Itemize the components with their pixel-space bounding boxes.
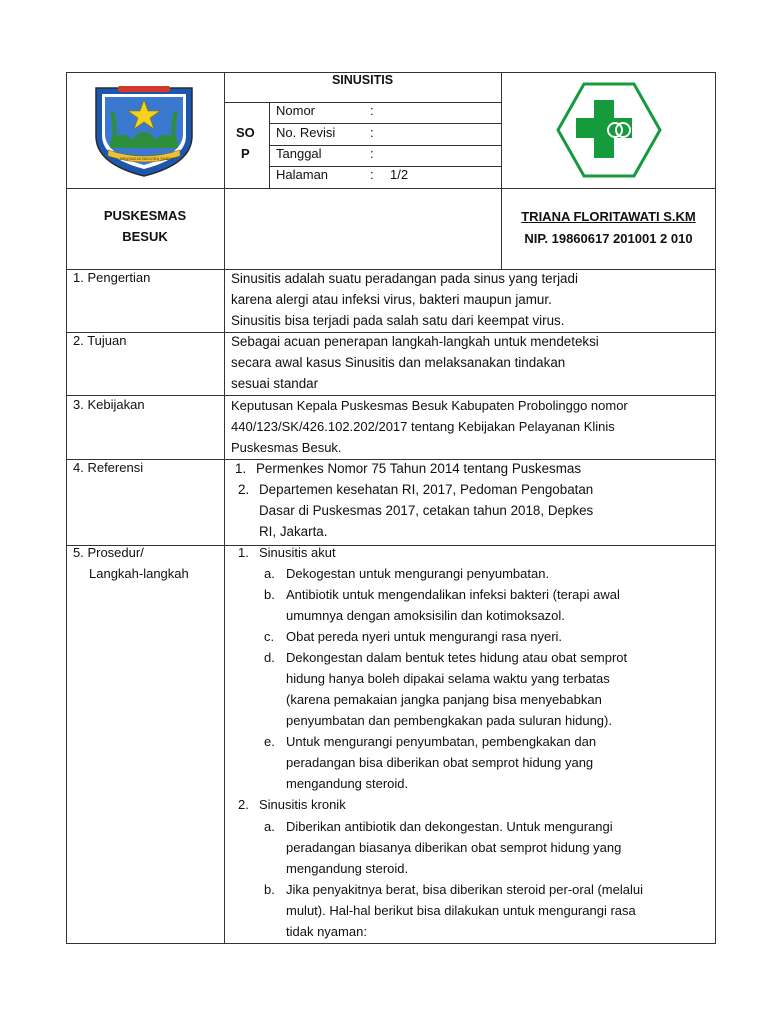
- prosedur-item-line: (karena pemakaian jangka panjang bisa menyebabkan: [286, 692, 602, 707]
- section-label-pengertian: 1. Pengertian: [73, 270, 151, 285]
- prosedur-item-letter: b.: [264, 882, 275, 897]
- prosedur-item-line: peradangan bisa diberikan obat semprot hidung yang: [286, 755, 594, 770]
- row-divider: [66, 545, 716, 546]
- title-divider: [224, 102, 501, 103]
- section-label-prosedur: 5. Prosedur/: [73, 545, 144, 560]
- pengertian-line: karena alergi atau infeksi virus, bakteri maupun jamur.: [231, 292, 552, 307]
- meta-label-tanggal: Tanggal: [276, 146, 322, 161]
- kebijakan-line: 440/123/SK/426.102.202/2017 tentang Kebijakan Pelayanan Klinis: [231, 419, 615, 434]
- prosedur-group-title: Sinusitis kronik: [259, 797, 346, 812]
- referensi-item: Permenkes Nomor 75 Tahun 2014 tentang Puskesmas: [256, 461, 582, 476]
- section-label-referensi: 4. Referensi: [73, 460, 144, 475]
- meta-colon: :: [370, 125, 374, 140]
- kebijakan-line: Puskesmas Besuk.: [231, 440, 342, 455]
- prosedur-item-line: Untuk mengurangi penyumbatan, pembengkakan dan: [286, 734, 597, 749]
- referensi-number: 1.: [235, 461, 247, 476]
- regency-emblem-icon: [92, 84, 196, 178]
- pengertian-line: Sinusitis bisa terjadi pada salah satu dari keempat virus.: [231, 313, 565, 328]
- prosedur-item-letter: a.: [264, 566, 275, 581]
- section-label-prosedur-2: Langkah-langkah: [89, 566, 189, 581]
- prosedur-item-line: mengandung steroid.: [286, 776, 409, 791]
- referensi-item: RI, Jakarta.: [259, 524, 328, 539]
- meta-label-halaman: Halaman: [276, 167, 329, 182]
- section-label-kebijakan: 3. Kebijakan: [73, 397, 145, 412]
- prosedur-item-letter: e.: [264, 734, 275, 749]
- meta-colon: :: [370, 103, 374, 118]
- org-name-line2: BESUK: [122, 229, 168, 244]
- column-divider: [224, 72, 225, 944]
- prosedur-group-title: Sinusitis akut: [259, 545, 336, 560]
- prosedur-item-line: mulut). Hal-hal berikut bisa dilakukan untuk mengurangi rasa: [286, 903, 636, 918]
- prosedur-item-letter: c.: [264, 629, 275, 644]
- prosedur-group-number: 1.: [238, 545, 249, 560]
- prosedur-item-letter: d.: [264, 650, 275, 665]
- prosedur-item-line: hidung hanya boleh dipakai selama waktu yang terbatas: [286, 671, 610, 686]
- meta-colon: :: [370, 167, 374, 182]
- meta-value-halaman: 1/2: [390, 167, 409, 182]
- sop-label-line1: SO: [236, 125, 255, 140]
- document-title: SINUSITIS: [331, 73, 394, 87]
- puskesmas-logo-icon: [556, 82, 662, 178]
- section-label-tujuan: 2. Tujuan: [73, 333, 127, 348]
- tujuan-line: sesuai standar: [231, 376, 319, 391]
- tujuan-line: Sebagai acuan penerapan langkah-langkah untuk mendeteksi: [231, 334, 599, 349]
- meta-label-revisi: No. Revisi: [276, 125, 336, 140]
- prosedur-item-line: tidak nyaman:: [286, 924, 367, 939]
- org-name-line1: PUSKESMAS: [103, 208, 187, 223]
- prosedur-item-line: peradangan biasanya diberikan obat semprot hidung yang: [286, 840, 622, 855]
- pengertian-line: Sinusitis adalah suatu peradangan pada sinus yang terjadi: [231, 271, 578, 286]
- meta-label-nomor: Nomor: [276, 103, 316, 118]
- prosedur-item-line: Obat pereda nyeri untuk mengurangi rasa nyeri.: [286, 629, 563, 644]
- prosedur-item-line: Diberikan antibiotik dan dekongestan. Untuk mengurangi: [286, 819, 613, 834]
- prosedur-item-line: Antibiotik untuk mengendalikan infeksi bakteri (terapi awal: [286, 587, 620, 602]
- tujuan-line: secara awal kasus Sinusitis dan melaksanakan tindakan: [231, 355, 566, 370]
- prosedur-group-number: 2.: [238, 797, 249, 812]
- prosedur-item-line: Dekongestan dalam bentuk tetes hidung atau obat semprot: [286, 650, 628, 665]
- sop-label-line2: P: [241, 146, 250, 161]
- prosedur-item-line: umumnya dengan amoksisilin dan kotimoksazol.: [286, 608, 565, 623]
- kebijakan-line: Keputusan Kepala Puskesmas Besuk Kabupaten Probolinggo nomor: [231, 398, 628, 413]
- prosedur-item-line: mengandung steroid.: [286, 861, 409, 876]
- referensi-item: Departemen kesehatan RI, 2017, Pedoman Pengobatan: [259, 482, 594, 497]
- prosedur-item-line: Dekogestan untuk mengurangi penyumbatan.: [286, 566, 550, 581]
- referensi-item: Dasar di Puskesmas 2017, cetakan tahun 2018, Depkes: [259, 503, 594, 518]
- meta-colon: :: [370, 146, 374, 161]
- prosedur-item-letter: b.: [264, 587, 275, 602]
- prosedur-item-line: Jika penyakitnya berat, bisa diberikan steroid per-oral (melalui: [286, 882, 643, 897]
- prosedur-item-letter: a.: [264, 819, 275, 834]
- signer-nip: NIP. 19860617 201001 2 010: [524, 231, 693, 246]
- row-divider: [66, 188, 716, 189]
- emblem-motto: PRASADJA NAGORA SABDA: [120, 156, 174, 161]
- prosedur-item-line: penyumbatan dan pembengkakan pada suluran hidung).: [286, 713, 612, 728]
- referensi-number: 2.: [238, 482, 250, 497]
- signer-name: TRIANA FLORITAWATI S.KM: [521, 209, 696, 224]
